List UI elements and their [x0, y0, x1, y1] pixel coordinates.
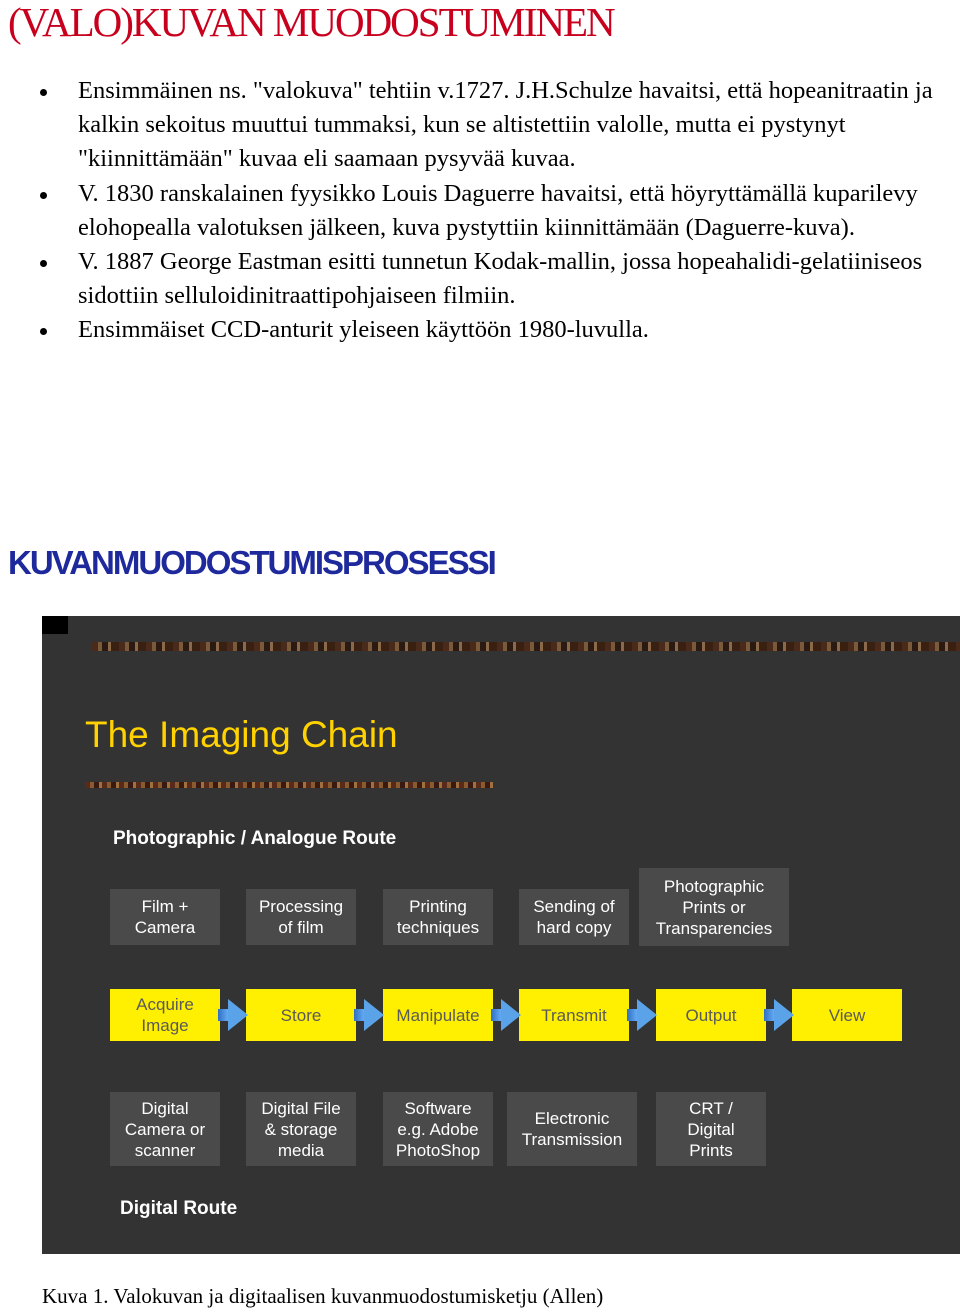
imaging-chain-slide: [42, 616, 960, 1254]
right-arrow-icon: [364, 999, 384, 1031]
decorative-stripe: [92, 642, 960, 651]
analogue-box-printing: Printing techniques: [383, 889, 493, 945]
chain-box-view: View: [792, 989, 902, 1041]
analogue-box-sending: Sending of hard copy: [519, 889, 629, 945]
chain-box-transmit: Transmit: [519, 989, 629, 1041]
digital-box-camera: Digital Camera or scanner: [110, 1092, 220, 1166]
digital-box-transmission: Electronic Transmission: [507, 1092, 637, 1166]
bullet-item: V. 1887 George Eastman esitti tunnetun Kodak-mallin, jossa hopeahalidi-gelatiiniseos sidottiin selluloidinitraattipohjaiseen filmiin.: [78, 245, 938, 313]
bullet-item: Ensimmäinen ns. "valokuva" tehtiin v.1727. J.H.Schulze havaitsi, että hopeanitraatin ja kalkin sekoitus muuttui tummaksi, kun se altistettiin valolle, mutta ei pystynyt "kiinnittämään" kuvaa eli saamaan pysyvää kuvaa.: [78, 74, 938, 177]
bullet-item: Ensimmäiset CCD-anturit yleiseen käyttöön 1980-luvulla.: [78, 313, 938, 347]
analogue-route-label: Photographic / Analogue Route: [113, 828, 397, 849]
page-heading: (VALO)KUVAN MUODOSTUMINEN: [8, 0, 614, 45]
section-heading: KUVANMUODOSTUMISPROSESSI: [8, 544, 495, 581]
history-bullet-list: [78, 74, 938, 348]
title-underline: [85, 782, 493, 788]
right-arrow-icon: [501, 999, 521, 1031]
chain-box-store: Store: [246, 989, 356, 1041]
digital-route-label: Digital Route: [120, 1198, 238, 1219]
digital-box-file-storage: Digital File & storage media: [246, 1092, 356, 1166]
chain-box-acquire: Acquire Image: [110, 989, 220, 1041]
right-arrow-icon: [228, 999, 248, 1031]
analogue-box-processing: Processing of film: [246, 889, 356, 945]
figure-caption: Kuva 1. Valokuvan ja digitaalisen kuvanmuodostumisketju (Allen): [42, 1284, 604, 1308]
slide-title: The Imaging Chain: [85, 714, 398, 755]
digital-box-output: CRT / Digital Prints: [656, 1092, 766, 1166]
analogue-box-film-camera: Film + Camera: [110, 889, 220, 945]
chain-box-output: Output: [656, 989, 766, 1041]
right-arrow-icon: [774, 999, 794, 1031]
right-arrow-icon: [637, 999, 657, 1031]
slide-corner: [42, 616, 68, 634]
analogue-box-prints: Photographic Prints or Transparencies: [639, 868, 789, 946]
chain-box-manipulate: Manipulate: [383, 989, 493, 1041]
bullet-item: V. 1830 ranskalainen fyysikko Louis Daguerre havaitsi, että höyryttämällä kuparilevy elohopealla valotuksen jälkeen, kuva pystyttiin kiinnittämään (Daguerre-kuva).: [78, 177, 938, 245]
digital-box-software: Software e.g. Adobe PhotoShop: [383, 1092, 493, 1166]
